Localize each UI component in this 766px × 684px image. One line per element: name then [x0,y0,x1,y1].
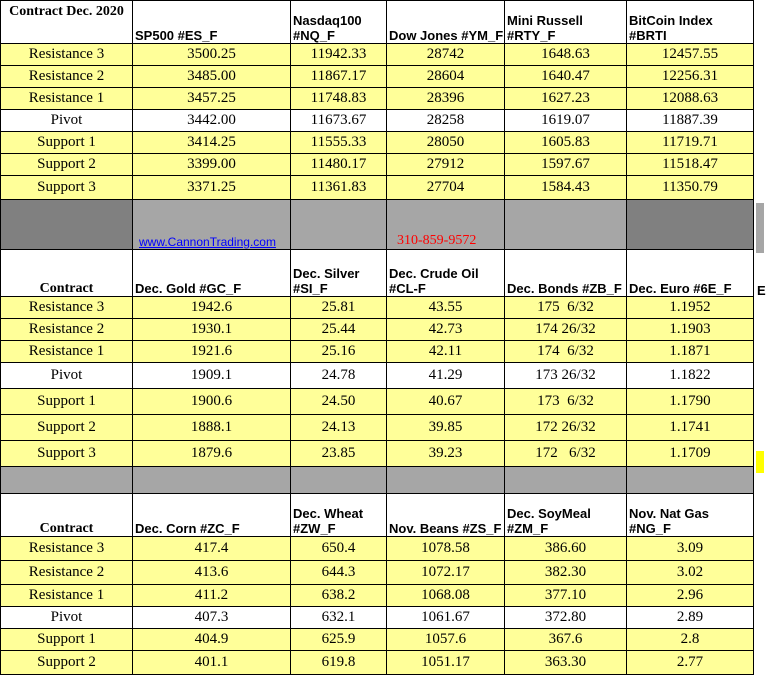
phone-number: 310-859-9572 [387,200,505,250]
separator-stub [756,203,764,253]
level-value-cell[interactable]: 1627.23 [505,88,627,110]
level-value-cell[interactable]: 28742 [387,44,505,66]
level-label-cell[interactable]: Support 1 [1,132,133,154]
symbol-header-cell[interactable] [133,250,291,297]
table-row [1,389,754,415]
header-label: Dec. Euro #6E_F [629,281,732,296]
cell-selection-marker [756,451,764,473]
symbol-header-cell[interactable] [505,1,627,44]
separator-cell [291,200,387,250]
table-row [1,110,754,132]
level-value-cell[interactable]: 363.30 [505,651,627,675]
level-label-cell[interactable]: Support 2 [1,154,133,176]
header-label: Dec. Wheat #ZW_F [293,506,364,536]
level-value-cell[interactable]: 644.3 [291,561,387,585]
table-row [1,585,754,607]
level-value-cell[interactable]: 3.02 [627,561,754,585]
level-value-cell[interactable]: 27912 [387,154,505,176]
level-value-cell[interactable]: 411.2 [133,585,291,607]
level-value-cell[interactable]: 1888.1 [133,415,291,441]
section-header-row [1,250,754,297]
level-label-cell[interactable]: Resistance 3 [1,44,133,66]
level-value-cell[interactable]: 24.13 [291,415,387,441]
level-value-cell[interactable]: 11673.67 [291,110,387,132]
symbol-header-cell[interactable] [627,250,754,297]
level-value-cell[interactable]: 638.2 [291,585,387,607]
level-value-cell[interactable]: 2.96 [627,585,754,607]
table-row [1,88,754,110]
level-value-cell[interactable]: 1.1709 [627,441,754,467]
level-label-cell[interactable]: Support 1 [1,629,133,651]
header-label: Dec. SoyMeal #ZM_F [507,506,591,536]
level-value-cell[interactable]: 172 6/32 [505,441,627,467]
level-label-cell[interactable]: Support 3 [1,441,133,467]
level-value-cell[interactable]: 1.1822 [627,363,754,389]
level-value-cell[interactable]: 1909.1 [133,363,291,389]
separator-cell [627,467,754,494]
contract-header-cell[interactable] [1,494,133,537]
table-row [1,176,754,200]
level-value-cell[interactable]: 11480.17 [291,154,387,176]
level-value-cell[interactable]: 174 6/32 [505,341,627,363]
level-value-cell[interactable]: 3500.25 [133,44,291,66]
separator-row [1,200,754,250]
table-row [1,607,754,629]
level-label-cell[interactable]: Resistance 2 [1,561,133,585]
level-value-cell[interactable]: 1072.17 [387,561,505,585]
level-label-cell[interactable]: Resistance 1 [1,88,133,110]
website-link[interactable]: www.CannonTrading.com [133,200,291,250]
header-label: Contract Dec. 2020 [9,4,124,19]
level-label-cell[interactable]: Support 2 [1,415,133,441]
level-value-cell[interactable]: 39.85 [387,415,505,441]
level-value-cell[interactable]: 3485.00 [133,66,291,88]
symbol-header-cell[interactable] [387,250,505,297]
symbol-header-cell[interactable] [291,250,387,297]
level-label-cell[interactable]: Support 1 [1,389,133,415]
level-value-cell[interactable]: 41.29 [387,363,505,389]
header-label: Dec. Gold #GC_F [135,281,242,296]
header-label: BitCoin Index #BRTI [629,13,713,43]
level-value-cell[interactable]: 25.81 [291,297,387,319]
level-value-cell[interactable]: 3457.25 [133,88,291,110]
level-value-cell[interactable]: 173 6/32 [505,389,627,415]
symbol-header-cell[interactable] [627,494,754,537]
level-label-cell[interactable]: Resistance 3 [1,297,133,319]
level-value-cell[interactable]: 11361.83 [291,176,387,200]
level-value-cell[interactable]: 2.89 [627,607,754,629]
level-value-cell[interactable]: 42.73 [387,319,505,341]
level-value-cell[interactable]: 172 26/32 [505,415,627,441]
contract-header-cell[interactable] [1,250,133,297]
table-row [1,363,754,389]
table-row [1,415,754,441]
level-label-cell[interactable]: Resistance 3 [1,537,133,561]
header-label: Nov. Beans #ZS_F [389,521,502,536]
level-value-cell[interactable]: 1648.63 [505,44,627,66]
level-value-cell[interactable]: 175 6/32 [505,297,627,319]
level-value-cell[interactable]: 382.30 [505,561,627,585]
level-value-cell[interactable]: 12457.55 [627,44,754,66]
table-row [1,629,754,651]
symbol-header-cell[interactable] [387,1,505,44]
separator-cell [627,200,754,250]
level-value-cell[interactable]: 12088.63 [627,88,754,110]
level-value-cell[interactable]: 23.85 [291,441,387,467]
level-value-cell[interactable]: 27704 [387,176,505,200]
level-value-cell[interactable]: 1.1790 [627,389,754,415]
level-value-cell[interactable]: 1879.6 [133,441,291,467]
level-value-cell[interactable]: 1584.43 [505,176,627,200]
level-value-cell[interactable]: 1930.1 [133,319,291,341]
table-row [1,651,754,675]
level-value-cell[interactable]: 25.44 [291,319,387,341]
level-label-cell[interactable]: Support 3 [1,176,133,200]
table-row [1,44,754,66]
level-value-cell[interactable]: 1597.67 [505,154,627,176]
header-label: Dec. Silver #SI_F [293,266,360,296]
level-value-cell[interactable]: 28258 [387,110,505,132]
level-value-cell[interactable]: 1640.47 [505,66,627,88]
header-label: Dow Jones #YM_F [389,28,504,43]
contract-header-cell[interactable] [1,1,133,44]
table-row [1,66,754,88]
level-value-cell[interactable]: 1.1952 [627,297,754,319]
level-value-cell[interactable]: 11867.17 [291,66,387,88]
symbol-header-cell[interactable] [505,250,627,297]
level-value-cell[interactable]: 1619.07 [505,110,627,132]
level-value-cell[interactable]: 413.6 [133,561,291,585]
table-row [1,297,754,319]
level-value-cell[interactable]: 619.8 [291,651,387,675]
symbol-header-cell[interactable] [387,494,505,537]
truncated-column-header: E [757,283,766,298]
level-value-cell[interactable]: 1921.6 [133,341,291,363]
level-value-cell[interactable]: 1.1903 [627,319,754,341]
level-value-cell[interactable]: 1068.08 [387,585,505,607]
level-value-cell[interactable]: 372.80 [505,607,627,629]
symbol-header-cell[interactable] [133,494,291,537]
level-value-cell[interactable]: 43.55 [387,297,505,319]
symbol-header-cell[interactable] [133,1,291,44]
level-value-cell[interactable]: 12256.31 [627,66,754,88]
level-value-cell[interactable]: 3371.25 [133,176,291,200]
level-value-cell[interactable]: 11942.33 [291,44,387,66]
header-label: Dec. Corn #ZC_F [135,521,240,536]
header-label: Dec. Bonds #ZB_F [507,281,622,296]
separator-cell [291,467,387,494]
level-value-cell[interactable]: 1605.83 [505,132,627,154]
symbol-header-cell[interactable] [627,1,754,44]
level-value-cell[interactable]: 11555.33 [291,132,387,154]
level-value-cell[interactable]: 3414.25 [133,132,291,154]
level-value-cell[interactable]: 401.1 [133,651,291,675]
level-value-cell[interactable]: 11887.39 [627,110,754,132]
header-label: Nov. Nat Gas #NG_F [629,506,709,536]
level-value-cell[interactable]: 174 26/32 [505,319,627,341]
header-label: Nasdaq100 #NQ_F [293,13,362,43]
separator-cell [133,467,291,494]
separator-cell [1,200,133,250]
separator-cell [505,200,627,250]
table-row [1,441,754,467]
level-label-cell[interactable]: Resistance 2 [1,66,133,88]
separator-cell [387,467,505,494]
level-value-cell[interactable]: 173 26/32 [505,363,627,389]
level-value-cell[interactable]: 11350.79 [627,176,754,200]
header-label: SP500 #ES_F [135,28,218,43]
level-value-cell[interactable]: 39.23 [387,441,505,467]
level-value-cell[interactable]: 24.78 [291,363,387,389]
level-value-cell[interactable]: 386.60 [505,537,627,561]
level-value-cell[interactable]: 40.67 [387,389,505,415]
table-row [1,561,754,585]
level-value-cell[interactable]: 2.77 [627,651,754,675]
level-label-cell[interactable]: Resistance 1 [1,585,133,607]
separator-row [1,467,754,494]
level-value-cell[interactable]: 1078.58 [387,537,505,561]
level-value-cell[interactable]: 650.4 [291,537,387,561]
level-value-cell[interactable]: 377.10 [505,585,627,607]
level-value-cell[interactable]: 28604 [387,66,505,88]
table-row [1,154,754,176]
level-value-cell[interactable]: 11748.83 [291,88,387,110]
level-label-cell[interactable]: Support 2 [1,651,133,675]
separator-cell [1,467,133,494]
level-value-cell[interactable]: 367.6 [505,629,627,651]
level-value-cell[interactable]: 25.16 [291,341,387,363]
symbol-header-cell[interactable] [291,494,387,537]
section-header-row [1,1,754,44]
level-value-cell[interactable]: 1061.67 [387,607,505,629]
level-value-cell[interactable]: 1900.6 [133,389,291,415]
level-value-cell[interactable]: 3399.00 [133,154,291,176]
level-value-cell[interactable]: 11719.71 [627,132,754,154]
header-label: Contract [39,521,94,536]
separator-cell [505,467,627,494]
header-label: Mini Russell #RTY_F [507,13,583,43]
level-label-cell[interactable]: Resistance 1 [1,341,133,363]
level-value-cell[interactable]: 1942.6 [133,297,291,319]
level-value-cell[interactable]: 28396 [387,88,505,110]
level-value-cell[interactable]: 632.1 [291,607,387,629]
level-value-cell[interactable]: 24.50 [291,389,387,415]
level-value-cell[interactable]: 2.8 [627,629,754,651]
table-row [1,341,754,363]
level-value-cell[interactable]: 11518.47 [627,154,754,176]
header-label: Contract [39,281,94,296]
level-value-cell[interactable]: 1.1741 [627,415,754,441]
level-value-cell[interactable]: 1.1871 [627,341,754,363]
level-value-cell[interactable]: 3442.00 [133,110,291,132]
level-value-cell[interactable]: 3.09 [627,537,754,561]
level-label-cell[interactable]: Pivot [1,110,133,132]
level-value-cell[interactable]: 42.11 [387,341,505,363]
level-value-cell[interactable]: 28050 [387,132,505,154]
level-label-cell[interactable]: Pivot [1,607,133,629]
level-value-cell[interactable]: 404.9 [133,629,291,651]
table-row [1,132,754,154]
symbol-header-cell[interactable] [291,1,387,44]
section-header-row [1,494,754,537]
level-value-cell[interactable]: 417.4 [133,537,291,561]
level-value-cell[interactable]: 407.3 [133,607,291,629]
level-label-cell[interactable]: Pivot [1,363,133,389]
level-value-cell[interactable]: 1051.17 [387,651,505,675]
level-value-cell[interactable]: 1057.6 [387,629,505,651]
level-label-cell[interactable]: Resistance 2 [1,319,133,341]
symbol-header-cell[interactable] [505,494,627,537]
header-label: Dec. Crude Oil #CL-F [389,266,479,296]
table-row [1,319,754,341]
level-value-cell[interactable]: 625.9 [291,629,387,651]
table-row [1,537,754,561]
